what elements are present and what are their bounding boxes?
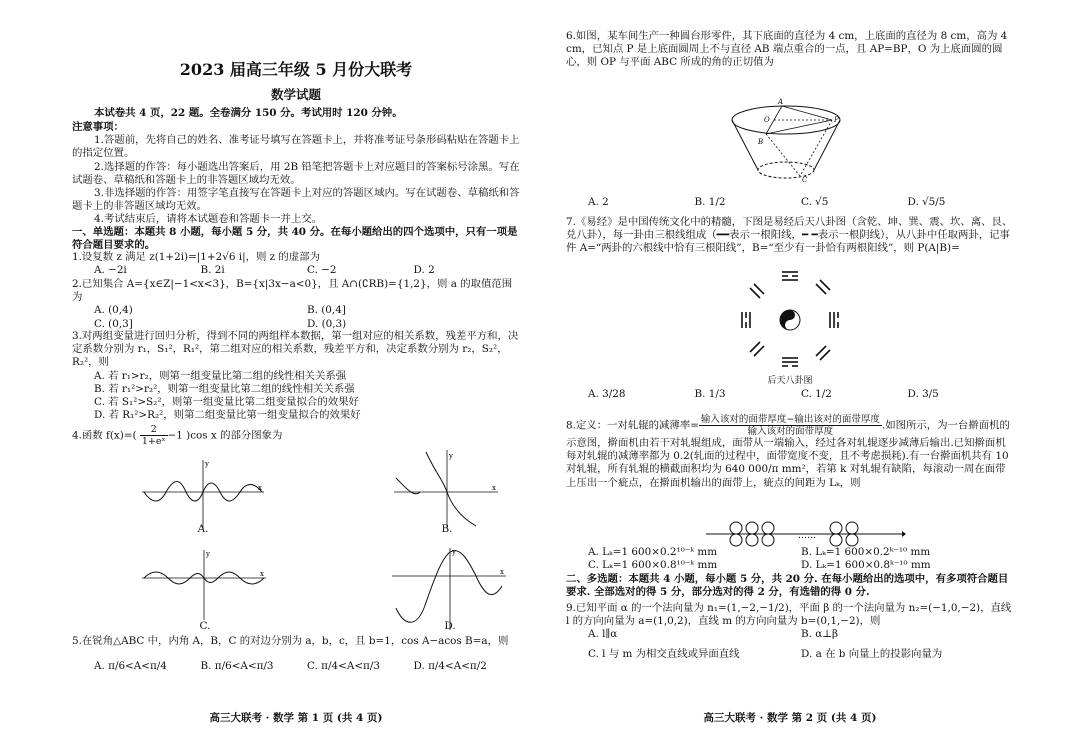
q6-option-b: B. 1/2 (694, 196, 726, 208)
page-right (566, 0, 1014, 749)
svg-text:x: x (500, 568, 504, 576)
question-1 (72, 251, 520, 277)
section1-heading: 一、单选题：本题共 8 小题，每小题 5 分，共 40 分。在每小题给出的四个选项中，只有一项是符合题目要求的。 (72, 226, 518, 252)
q6-frustum-figure (726, 96, 846, 184)
svg-text:y: y (452, 548, 456, 556)
exam-title: 2023 届高三年级 5 月份大联考 (179, 60, 413, 79)
question-4: 4.函数 f(x)=( $\frac{2}{\text{1+eˣ}}$ −1 )cos x 的部分图象为 (72, 424, 283, 447)
q5-option-c: C. π/4<A<π/3 (307, 660, 380, 673)
q1-option-a: A. −2i (94, 264, 127, 277)
q5-option-b: B. π/6<A<π/3 (200, 660, 274, 673)
note-item: 2.选择题的作答：每小题选出答案后，用 2B 铅笔把答题卡上对应题目的答案标号涂黑。写在试题卷、草稿纸和答题卡上的非答题区域均无效。 (72, 160, 520, 186)
q7-option-d: D. 3/5 (907, 388, 939, 400)
q7-option-a: A. 3/28 (588, 388, 626, 400)
q7-option-b: B. 1/3 (694, 388, 726, 400)
svg-text:y: y (206, 550, 210, 558)
q8-option-b: B. Lₖ=1 600×0.2ᵏ⁻¹⁰ mm (801, 546, 931, 558)
svg-text:C: C (802, 176, 808, 184)
question-2 (72, 278, 520, 331)
svg-text:x: x (492, 484, 496, 492)
q4-label-a: A. (197, 523, 209, 535)
q5-option-d: D. π/4<A<π/2 (413, 660, 487, 673)
question-9 (566, 602, 1014, 661)
question-7 (566, 216, 1014, 256)
svg-text:y: y (205, 460, 209, 468)
q4-graph-c (140, 548, 270, 622)
q9-stem: 9.已知平面 α 的一个法向量为 n₁=(1,−2,−1/2)，平面 β 的一个法向量为 n₂=(−1,0,−2)，直线 l 的方向向量为 a=(1,0,2)，直线 m 的方向向量为 b=(0,1,−2)，则 (566, 602, 1012, 628)
q4-label-b: B. (441, 523, 453, 535)
q8-stem-post: .如图所示，为一台擀面机的示意图，擀面机由若干对轧辊组成，面带从一端输入，经过各对轧辊逐步减薄后输出.已知擀面机每对轧辊的减薄率都为 0.2(轧面的过程中，面带宽度不变，且不考虑损耗).有一台擀面机共有 10 对轧辊，所有轧辊的横截面积均为 640 000/π mm²，若第 k 对轧辊有缺陷，每滚动一周在面带上压出一个疵点，在擀面机输出的面带上，疵点的间距为 Lₖ，则 (566, 419, 1010, 489)
footer-left: 高三大联考 · 数学 第 1 页 (共 4 页) (209, 712, 383, 724)
q4-fraction: $\frac{2}{\text{1+eˣ}}$ (141, 424, 166, 447)
exam-info: 本试卷共 4 页，22 题。全卷满分 150 分。考试用时 120 分钟。 (94, 107, 403, 119)
q2-option-b: B. (0,4] (307, 304, 346, 317)
q3-option-d: D. 若 R₁²>R₂²，则第二组变量比第一组变量拟合的效果好 (94, 409, 361, 422)
q3-stem: 3.对两组变量进行回归分析，得到不同的两组样本数据，第一组对应的相关系数，残差平方和，决定系数分别为 r₁，S₁²，R₁²，第二组对应的相关系数，残差平方和，决定系数分别为 r₂，S₂²，R₂²，则 (72, 330, 519, 369)
q9-option-b: B. α⊥β (801, 628, 839, 641)
q4-stem-pre: 4.函数 f(x)= (72, 429, 133, 442)
q2-stem: 2.已知集合 A={x∈Z|−1<x<3}，B={x|3x−a<0}，且 A∩(∁RB)={1,2}，则 a 的取值范围为 (72, 278, 513, 304)
svg-text:……: …… (798, 531, 816, 541)
svg-text:x: x (258, 484, 262, 492)
q1-stem: 1.设复数 z 满足 z(1+2i)=|1+2√6 i|，则 z 的虚部为 (72, 251, 320, 263)
q8-roller-figure (706, 520, 906, 548)
q7-stem: 7.《易经》是中国传统文化中的精髓，下图是易经后天八卦图（含乾、坤、巽、震、坎、离、艮、兑八卦），每一卦由三根线组成（━━表示一根阳线，━ ━表示一根阴线），从八卦中任取两卦，记事件 A=“两卦的六根线中恰有三根阳线”，B=“至少有一卦恰有两根阳线”，则 P(A|B)= (566, 216, 1013, 255)
q5-stem: 5.在锐角△ABC 中，内角 A，B，C 的对边分别为 a，b，c，且 b=1，cos A−acos B=a，则 (72, 635, 509, 647)
q7-bagua-figure (736, 266, 844, 374)
q8-options (566, 546, 1014, 572)
svg-text:y: y (449, 452, 453, 460)
question-3 (72, 330, 520, 422)
q7-option-c: C. 1/2 (801, 388, 832, 400)
q8-option-d: D. Lₖ=1 600×0.8ᵏ⁻¹⁰ mm (801, 559, 931, 572)
section2-heading: 二、多选题：本题共 4 小题，每小题 5 分，共 20 分. 在每小题给出的选项中，有多项符合题目要求. 全部选对的得 5 分，部分选对的得 2 分，有选错的得 0 分. (566, 573, 1009, 599)
q2-option-c: C. (0,3] (94, 317, 133, 330)
svg-text:x: x (260, 570, 264, 578)
q3-option-c: C. 若 S₁²>S₂²，则第一组变量比第二组变量拟合的效果好 (94, 396, 359, 409)
q4-label-c: C. (199, 620, 211, 632)
q1-option-b: B. 2i (200, 264, 225, 277)
q3-option-b: B. 若 r₁²>r₂²，则第一组变量比第二组的线性相关关系强 (94, 382, 355, 395)
q2-option-d: D. (0,3) (307, 317, 347, 330)
q1-option-d: D. 2 (413, 264, 435, 277)
footer-right: 高三大联考 · 数学 第 2 页 (共 4 页) (703, 712, 877, 724)
note-item: 4.考试结束后，请将本试题卷和答题卡一并上交。 (94, 213, 323, 226)
q6-option-c: C. √5 (801, 196, 829, 208)
q4-graph-b (392, 448, 502, 530)
q6-option-d: D. √5/5 (907, 196, 946, 208)
q1-option-c: C. −2 (307, 264, 337, 277)
q8-fraction: $\frac{\text{输入该对的面带厚度−输出该对的面带厚度}}{\text{输入该对的面带厚度}}$ (700, 414, 880, 437)
q8-stem-pre: 8.定义：一对轧辊的减薄率= (566, 419, 699, 432)
q9-option-a: A. l∥α (588, 628, 618, 641)
exam-subject: 数学试题 (270, 87, 321, 102)
q9-option-c: C. l 与 m 为相交直线或异面直线 (588, 647, 740, 660)
q8-option-c: C. Lₖ=1 600×0.8¹⁰⁻ᵏ mm (588, 559, 718, 572)
q9-option-d: D. a 在 b 向量上的投影向量为 (801, 647, 943, 660)
svg-text:P: P (834, 116, 839, 124)
q2-option-a: A. (0,4) (94, 304, 133, 317)
q4-stem-post: −1 )cos x 的部分图象为 (167, 429, 283, 442)
question-6 (566, 30, 1014, 70)
q4-label-d: D. (444, 620, 456, 632)
note-item: 1.答题前，先将自己的姓名、准考证号填写在答题卡上，并将准考证号条形码粘贴在答题卡上的指定位置。 (72, 134, 520, 160)
q7-options (566, 388, 1014, 401)
notes-heading: 注意事项： (72, 121, 124, 133)
q5-option-a: A. π/6<A<π/4 (94, 660, 167, 673)
note-item: 3.非选择题的作答：用签字笔直接写在答题卡上对应的答题区域内。写在试题卷、草稿纸和答题卡上的非答题区域均无效。 (72, 187, 520, 213)
q6-stem: 6.如图，某车间生产一种圆台形零件，其下底面的直径为 4 cm，上底面的直径为 8 cm，高为 4 cm，已知点 P 是上底面圆周上不与直径 AB 端点重合的一点，且 AP=BP，O 为上底面圆的圆心，则 OP 与平面 ABC 所成的角的正切值为 (566, 30, 1008, 69)
page-left (72, 0, 520, 749)
q8-option-a: A. Lₖ=1 600×0.2¹⁰⁻ᵏ mm (588, 546, 718, 558)
q6-option-a: A. 2 (588, 196, 609, 208)
question-5 (72, 635, 520, 673)
svg-text:O: O (764, 116, 770, 124)
svg-text:B: B (758, 138, 764, 146)
notes (72, 121, 520, 227)
question-8 (566, 414, 1014, 490)
q7-caption: 后天八卦图 (767, 376, 813, 386)
svg-text:A: A (778, 98, 784, 106)
q3-option-a: A. 若 r₁>r₂，则第一组变量比第二组的线性相关关系强 (94, 369, 347, 382)
q6-options (566, 196, 1014, 209)
